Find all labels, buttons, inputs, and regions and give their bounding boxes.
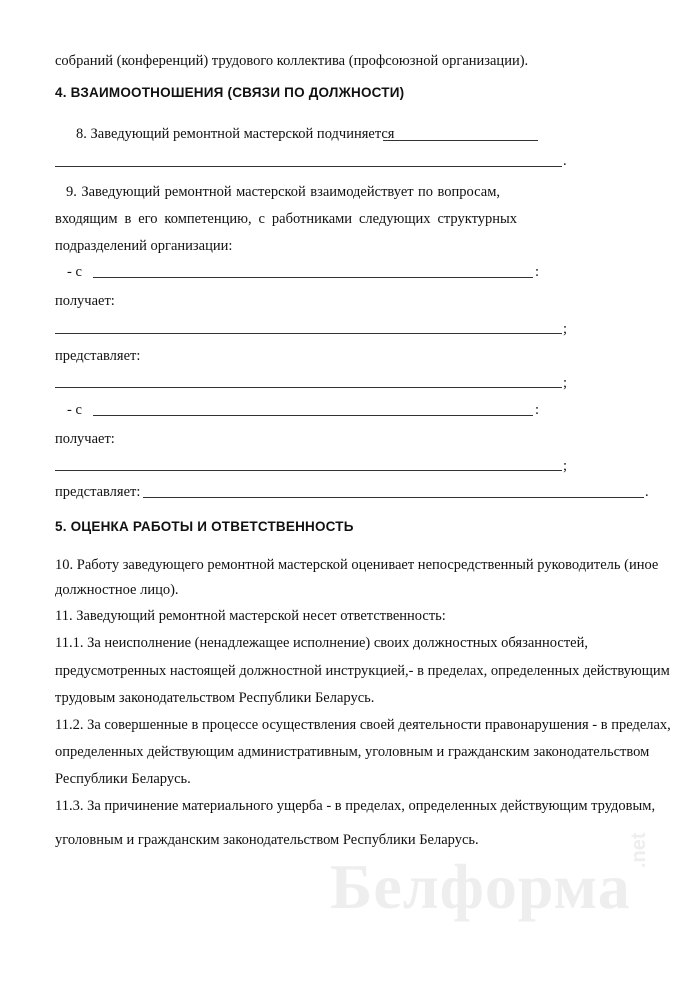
item-9-line-2: входящим в его компетенцию, с работниками следующих структурных <box>55 211 517 227</box>
provides-period: . <box>645 484 649 500</box>
dept-colon-1: : <box>535 264 540 280</box>
section-4-heading: 4. ВЗАИМООТНОШЕНИЯ (СВЯЗИ ПО ДОЛЖНОСТИ) <box>55 85 405 100</box>
provides-field-2[interactable] <box>143 497 644 498</box>
dept-field-1[interactable] <box>93 277 533 278</box>
para-11-1-line-3: трудовым законодательством Республики Беларусь. <box>55 690 375 706</box>
para-11: 11. Заведующий ремонтной мастерской несет ответственность: <box>55 608 446 624</box>
dept-colon-2: : <box>535 402 540 418</box>
provides-field-1[interactable] <box>55 387 562 388</box>
receives-field-1[interactable] <box>55 333 562 334</box>
item-9-line-1: 9. Заведующий ремонтной мастерской взаимодействует по вопросам, <box>66 184 500 200</box>
watermark-suffix: .net <box>628 832 650 868</box>
provides-semicolon-1: ; <box>563 375 568 391</box>
item-8-blank-line[interactable] <box>55 166 562 167</box>
para-10-line-2: должностное лицо). <box>55 582 179 598</box>
receives-label-2: получает: <box>55 431 115 447</box>
dept-field-2[interactable] <box>93 415 533 416</box>
para-11-1-line-2: предусмотренных настоящей должностной инструкцией,- в пределах, определенных действующим <box>55 663 670 679</box>
para-11-3-line-2: уголовным и гражданским законодательством Республики Беларусь. <box>55 832 479 848</box>
item-8-text: 8. Заведующий ремонтной мастерской подчиняется <box>76 126 395 142</box>
receives-field-2[interactable] <box>55 470 562 471</box>
item-8-period: . <box>563 153 567 169</box>
receives-semicolon-1: ; <box>563 321 568 337</box>
section-5-heading: 5. ОЦЕНКА РАБОТЫ И ОТВЕТСТВЕННОСТЬ <box>55 519 354 534</box>
item-8-blank-field[interactable] <box>383 140 538 141</box>
provides-label-1: представляет: <box>55 348 141 364</box>
provides-label-2: представляет: <box>55 484 141 500</box>
para-11-2-line-3: Республики Беларусь. <box>55 771 191 787</box>
para-11-2-line-2: определенных действующим административным, уголовным и гражданским законодательством <box>55 744 650 760</box>
para-11-2-line-1: 11.2. За совершенные в процессе осуществления своей деятельности правонарушения - в пределах, <box>55 717 671 733</box>
watermark-logo: Белформа <box>330 851 631 922</box>
receives-semicolon-2: ; <box>563 458 568 474</box>
with-dept-label-2: - с <box>67 402 82 418</box>
para-10-line-1: 10. Работу заведующего ремонтной мастерской оценивает непосредственный руководитель (иное <box>55 557 659 573</box>
item-9-line-3: подразделений организации: <box>55 238 233 254</box>
para-11-1-line-1: 11.1. За неисполнение (ненадлежащее исполнение) своих должностных обязанностей, <box>55 635 588 651</box>
intro-line: собраний (конференций) трудового коллектива (профсоюзной организации). <box>55 53 529 69</box>
with-dept-label-1: - с <box>67 264 82 280</box>
para-11-3-line-1: 11.3. За причинение материального ущерба - в пределах, определенных действующим трудовым, <box>55 798 656 814</box>
receives-label-1: получает: <box>55 293 115 309</box>
